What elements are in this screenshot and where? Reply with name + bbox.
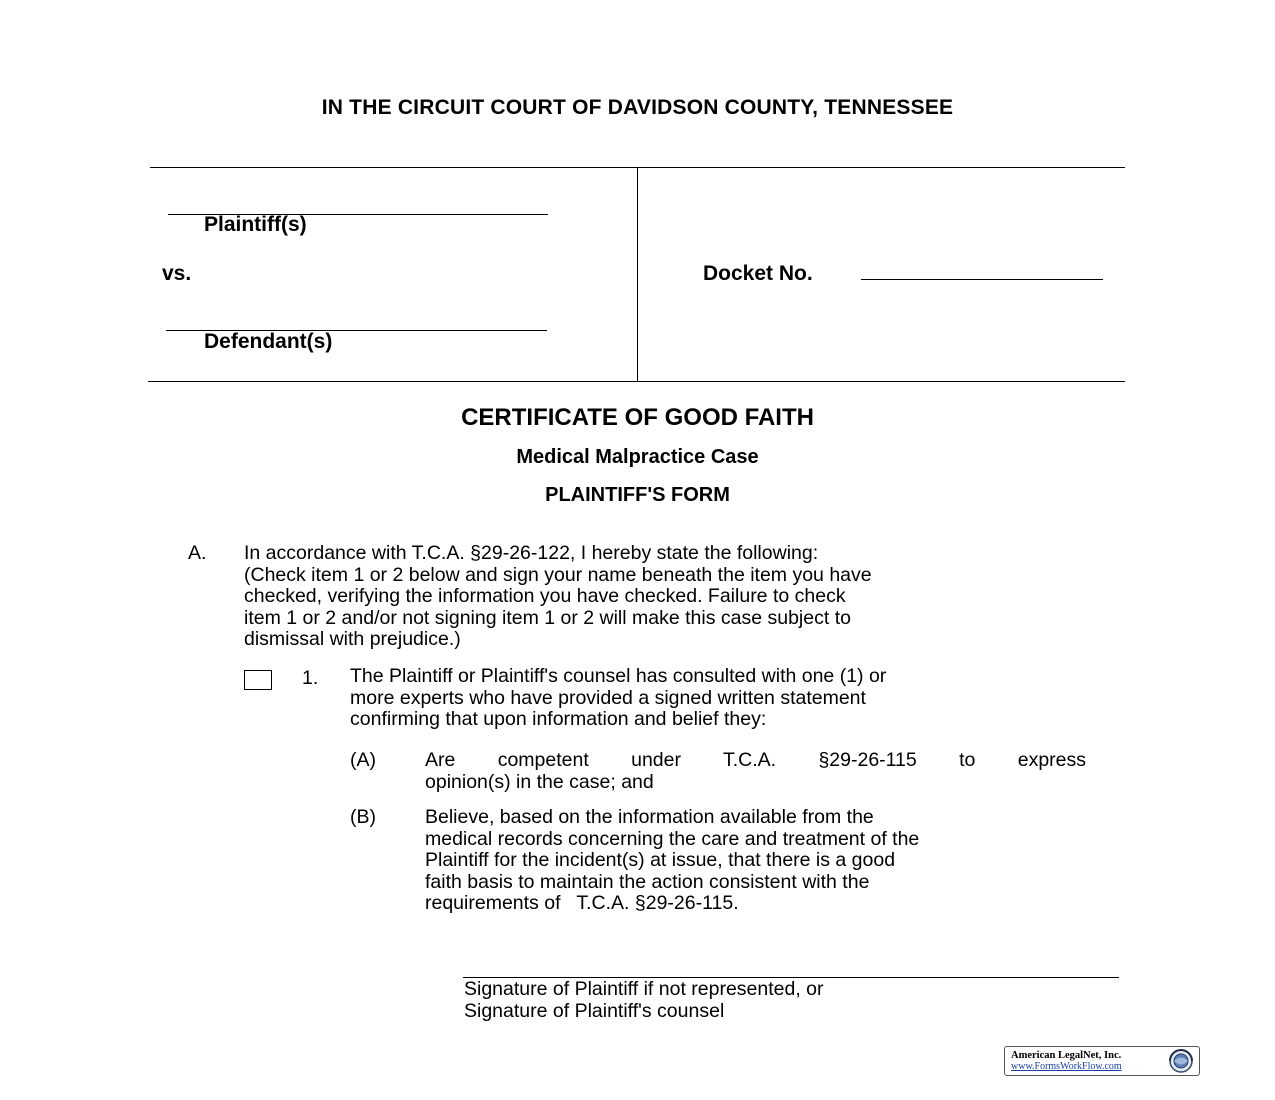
section-a-line: item 1 or 2 and/or not signing item 1 or 2 will make this case subject to [244, 606, 851, 629]
caption-divider [637, 168, 638, 381]
form-type-subtitle: PLAINTIFF'S FORM [545, 484, 730, 506]
section-a-line: dismissal with prejudice.) [244, 628, 461, 650]
sub-b-line: requirements of T.C.A. §29-26-115. [425, 892, 739, 914]
logo-url-link[interactable]: www.FormsWorkFlow.com [1011, 1061, 1122, 1072]
american-legalnet-logo[interactable] [1004, 1046, 1200, 1076]
sub-b-text [425, 807, 1125, 915]
defendant-label: Defendant(s) [204, 330, 333, 353]
signature-caption-line: Signature of Plaintiff if not represented, or [464, 978, 824, 1000]
logo-company-name: American LegalNet, Inc. [1011, 1050, 1122, 1061]
section-a-line: checked, verifying the information you have checked. Failure to check [244, 585, 846, 607]
sub-b-line: medical records concerning the care and treatment of the [425, 827, 920, 850]
signature-caption-line: Signature of Plaintiff's counsel [464, 999, 725, 1022]
globe-icon [1167, 1048, 1195, 1074]
sub-b-line: Plaintiff for the incident(s) at issue, that there is a good [425, 849, 896, 871]
sub-a-text [425, 750, 1086, 793]
plaintiff-label: Plaintiff(s) [204, 213, 307, 236]
signature-caption [464, 979, 824, 1022]
section-a-line: (Check item 1 or 2 below and sign your name beneath the item you have [244, 563, 872, 586]
case-type-subtitle: Medical Malpractice Case [516, 446, 759, 468]
docket-label: Docket No. [703, 262, 813, 285]
item-1-number: 1. [302, 667, 319, 689]
vs-label: vs. [162, 262, 192, 285]
sub-a-line: opinion(s) in the case; and [425, 770, 654, 793]
sub-b-line: Believe, based on the information available from the [425, 806, 874, 828]
item-1-checkbox[interactable] [244, 670, 272, 690]
item-1-line: more experts who have provided a signed written statement [350, 686, 866, 709]
docket-number-line[interactable] [861, 279, 1103, 280]
court-heading: IN THE CIRCUIT COURT OF DAVIDSON COUNTY, TENNESSEE [321, 96, 954, 119]
caption-bottom-rule [148, 381, 1125, 382]
item-1-text [350, 666, 1110, 731]
section-a-line: In accordance with T.C.A. §29-26-122, I hereby state the following: [244, 542, 819, 564]
certificate-title: CERTIFICATE OF GOOD FAITH [461, 404, 814, 431]
section-a-text [244, 543, 1124, 651]
item-1-line: The Plaintiff or Plaintiff's counsel has consulted with one (1) or [350, 665, 887, 687]
section-a-marker: A. [188, 542, 207, 564]
sub-b-marker: (B) [350, 806, 376, 828]
sub-b-line: faith basis to maintain the action consistent with the [425, 870, 870, 893]
sub-a-line: Are competent under T.C.A. §29-26-115 to express [425, 749, 1086, 771]
sub-a-marker: (A) [350, 749, 376, 771]
item-1-line: confirming that upon information and belief they: [350, 708, 767, 730]
